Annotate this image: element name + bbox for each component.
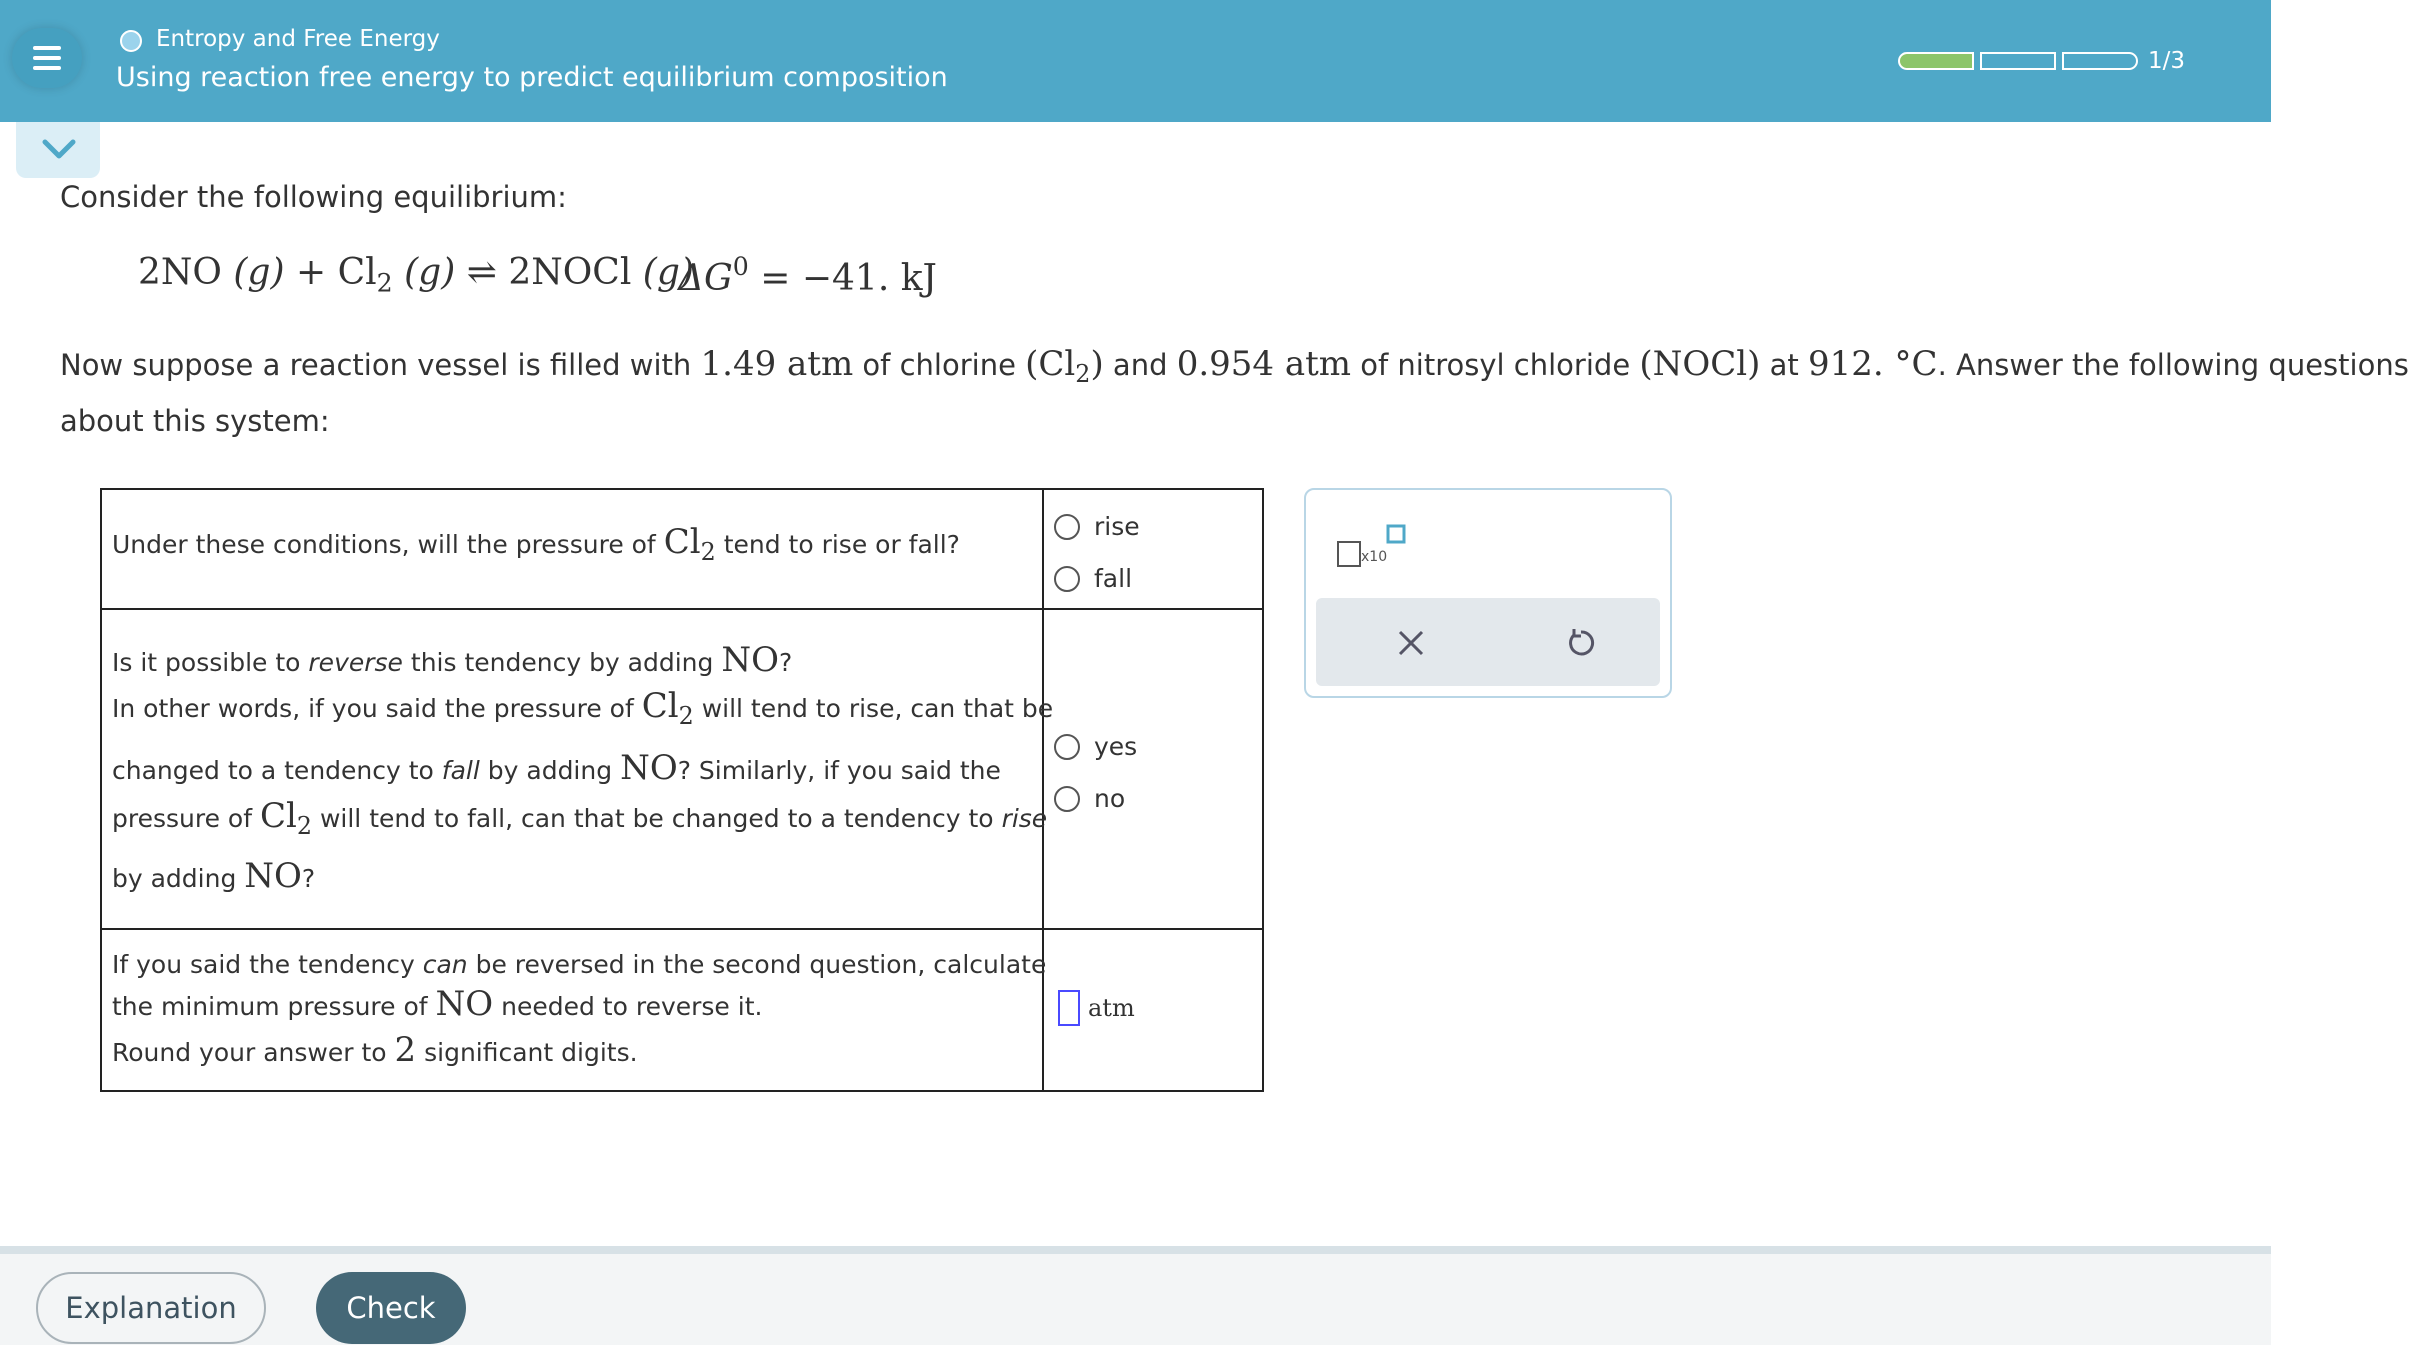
footer-divider [0,1246,2271,1254]
conditions-text: Now suppose a reaction vessel is filled with 1.49 atm of chlorine $(Cl_2)$ and 0.954 atm of nitrosyl chloride (NOCl) at 912. °C. Answer the following questions [60,344,2409,389]
question-2-line-5: by adding NO? [112,856,316,896]
radio-no[interactable] [1054,786,1080,812]
subtopic-title: Using reaction free energy to predict equilibrium composition [116,62,948,93]
chevron-down-icon [42,138,76,160]
question-1-text: Under these conditions, will the pressure of $Cl_2$ tend to rise or fall? [112,522,960,567]
radio-rise-label: rise [1094,512,1140,541]
hamburger-menu-icon[interactable] [12,28,82,88]
row-divider [102,928,1262,930]
radio-rise[interactable] [1054,514,1080,540]
question-3-line-1: If you said the tendency can be reversed in the second question, calculate [112,950,1047,979]
free-energy-value: $\Delta G^0 = -41$. kJ [678,252,937,300]
progress-segment-2 [1980,52,2056,70]
collapse-button[interactable] [16,122,100,178]
top-bar [0,0,2271,122]
scientific-notation-icon[interactable] [1336,524,1408,568]
math-tools-panel [1304,488,1672,698]
answer-unit: atm [1088,994,1135,1022]
explanation-button[interactable]: Explanation [36,1272,266,1344]
question-2-line-4: pressure of $Cl_2$ will tend to fall, can that be changed to a tendency to rise [112,796,1048,841]
intro-text: Consider the following equilibrium: [60,180,567,214]
progress-label: 1/3 [2148,48,2186,74]
table-divider [1042,490,1044,1090]
tool-actions [1316,598,1660,686]
radio-fall-label: fall [1094,564,1133,593]
question-3-line-3: Round your answer to 2 significant digits. [112,1030,638,1070]
x10-label: x10 [1361,549,1388,565]
conditions-text-line2: about this system: [60,404,330,438]
undo-icon[interactable] [1564,626,1598,660]
question-3-line-2: the minimum pressure of NO needed to reverse it. [112,984,763,1024]
radio-fall[interactable] [1054,566,1080,592]
question-2-line-2: In other words, if you said the pressure of $Cl_2$ will tend to rise, can that be [112,686,1054,731]
check-button[interactable]: Check [316,1272,466,1344]
clear-icon[interactable] [1396,628,1426,658]
row-divider [102,608,1262,610]
radio-yes[interactable] [1054,734,1080,760]
reaction-equation: 2NO $(g) + Cl_2$ (g) ⇌ 2NOCl (g) [138,252,694,298]
radio-yes-label: yes [1094,732,1138,761]
topic-status-icon [120,30,142,52]
topic-title: Entropy and Free Energy [156,26,440,52]
question-2-line-3: changed to a tendency to fall by adding NO? Similarly, if you said the [112,748,1001,788]
radio-no-label: no [1094,784,1126,813]
question-2-line-1: Is it possible to reverse this tendency by adding NO? [112,640,793,680]
progress-segment-1 [1898,52,1974,70]
pressure-answer-input[interactable] [1058,990,1080,1026]
progress-segment-3 [2062,52,2138,70]
